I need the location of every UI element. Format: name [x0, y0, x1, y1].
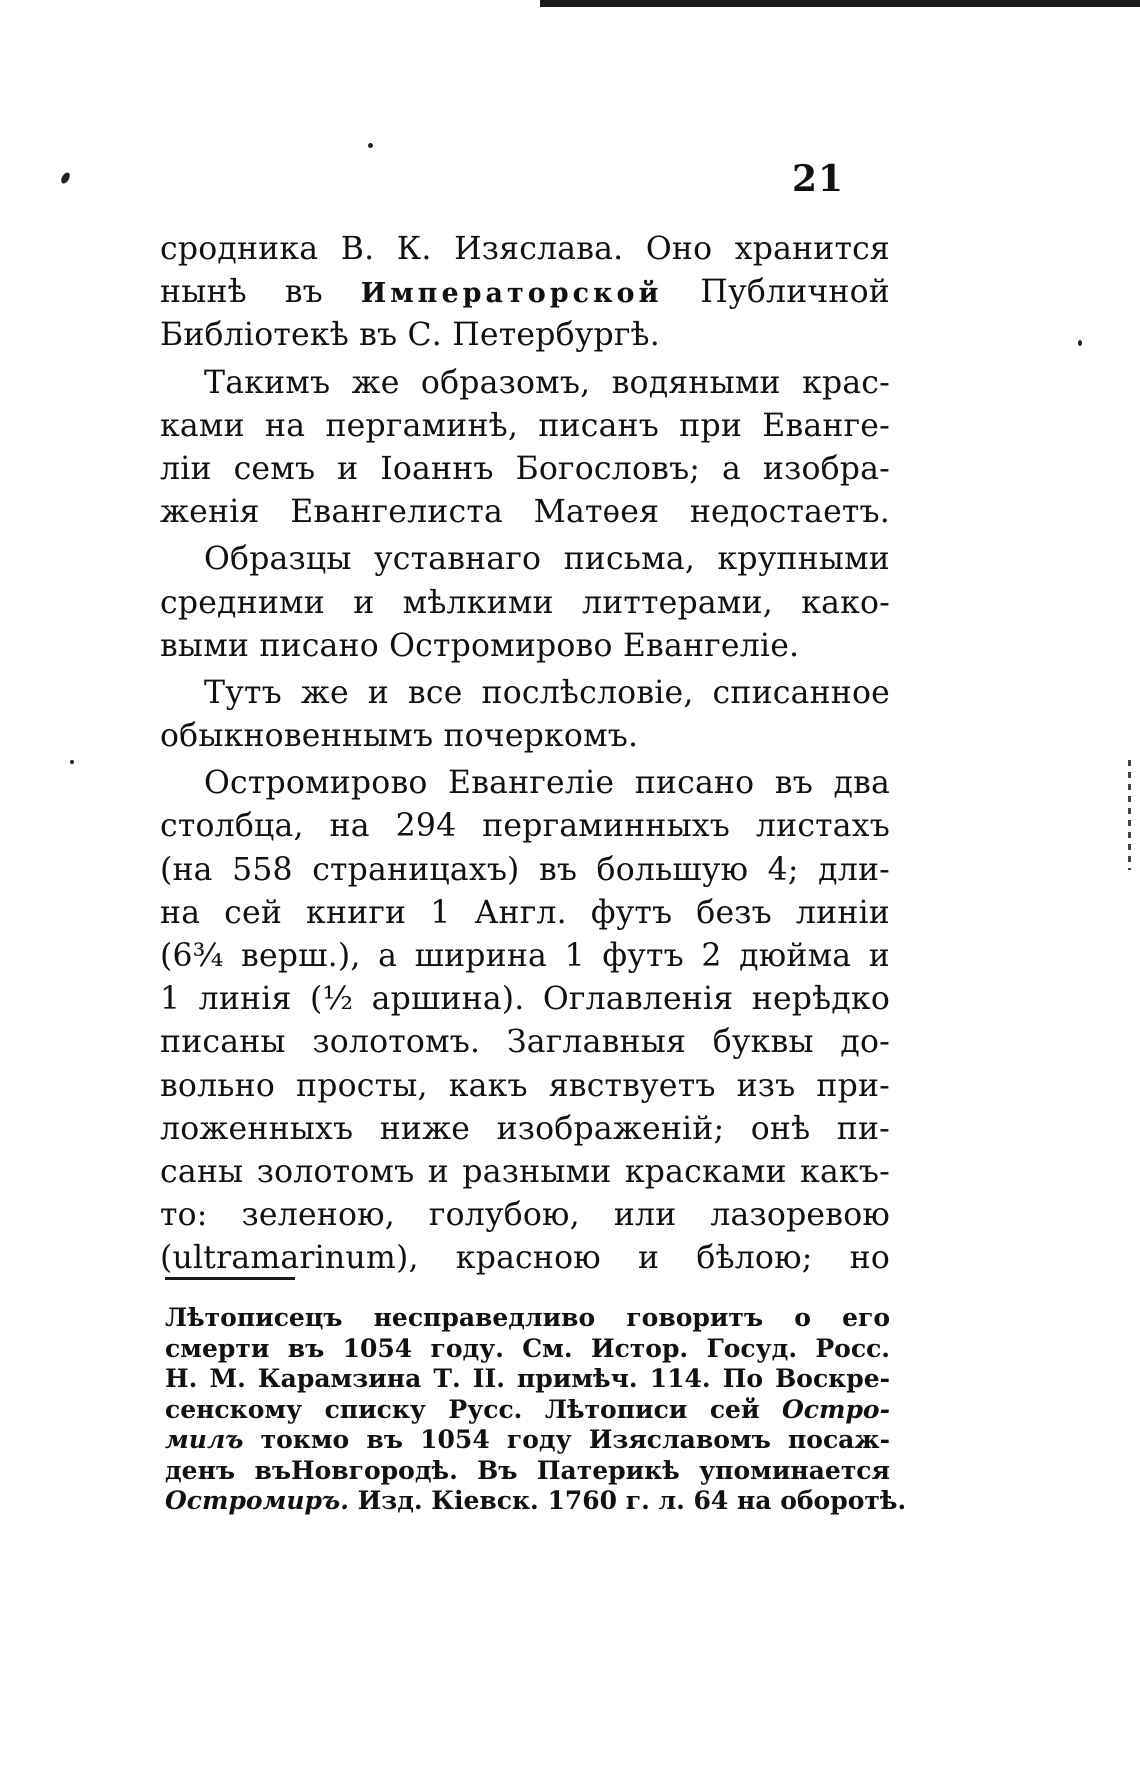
spaced-word: Императорской — [360, 278, 663, 310]
text-line: женія Евангелиста Матѳея недостаетъ. — [160, 494, 890, 531]
footnote — [165, 1303, 907, 1517]
text-line: столбца, на 294 пергаминныхъ листахъ — [160, 808, 890, 845]
ink-speck — [59, 171, 71, 185]
text-line: средними и мѣлкими литтерами, како- — [160, 584, 890, 621]
text-line: саны золотомъ и разными красками какъ- — [160, 1153, 890, 1190]
text-line: (ultramarinum), красною и бѣлою; но — [160, 1240, 890, 1277]
footnote-line: денъ въНовгородѣ. Въ Патерикѣ упоминается — [165, 1455, 890, 1485]
footnote-line — [165, 1395, 890, 1426]
footnote-line — [165, 1425, 890, 1456]
text-line: на сей книги 1 Англ. футъ безъ линіи — [160, 894, 890, 931]
ink-speck — [1078, 340, 1082, 346]
page-number: 21 — [792, 158, 845, 200]
text-line: Библіотекѣ въ С. Петербургѣ. — [160, 317, 660, 354]
text-line: ками на пергаминѣ, писанъ при Еванге- — [160, 407, 890, 444]
text-span: Публичной — [662, 274, 890, 311]
text-line: Образцы уставнаго письма, крупными — [204, 541, 890, 578]
text-line: (6¾ верш.), а ширина 1 футъ 2 дюйма и — [160, 938, 890, 974]
text-line: ліи семъ и Іоаннъ Богословъ; а изобра- — [160, 450, 890, 487]
text-line: сродника В. К. Изяслава. Оно хранится — [160, 231, 890, 267]
footnote-line: Лѣтописецъ несправедливо говоритъ о его — [165, 1303, 890, 1332]
text-span: токмо въ 1054 году Изяславомъ посаж- — [243, 1425, 890, 1454]
text-span: нынѣ въ — [160, 274, 361, 311]
italic-word: милъ — [165, 1425, 244, 1454]
text-line: писаны золотомъ. Заглавныя буквы до- — [160, 1024, 890, 1061]
text-line — [160, 271, 890, 314]
ink-speck — [70, 760, 74, 764]
page-edge-mark — [1128, 760, 1131, 870]
italic-word: Остро- — [782, 1394, 890, 1424]
text-line: то: зеленою, голубою, или лазоревою — [160, 1197, 890, 1234]
footnote-line: смерти въ 1054 году. См. Истор. Госуд. Росс. — [165, 1333, 890, 1363]
text-line: обыкновеннымъ почеркомъ. — [160, 718, 639, 755]
text-span: сенскому списку Русс. Лѣтописи сей — [165, 1394, 760, 1424]
text-line: 1 линія (½ аршина). Оглавленія нерѣдко — [160, 981, 890, 1018]
main-text — [160, 228, 890, 1281]
text-line: Тутъ же и все послѣсловіе, списанное — [204, 674, 890, 711]
page-top-edge — [540, 0, 1140, 7]
text-line: Такимъ же образомъ, водяными крас- — [204, 364, 890, 401]
text-line: (на 558 страницахъ) въ большую 4; дли- — [160, 851, 890, 888]
text-line: ложенныхъ ниже изображеній; онѣ пи- — [160, 1110, 890, 1147]
footnote-line — [165, 1486, 907, 1517]
text-line: Остромирово Евангеліе писано въ два — [204, 765, 890, 802]
text-span: Изд. Кіевск. 1760 г. л. 64 на оборотѣ. — [348, 1486, 907, 1515]
italic-word: Остромиръ. — [165, 1486, 349, 1515]
text-line: выми писано Остромирово Евангеліе. — [160, 627, 800, 664]
footnote-line: Н. М. Карамзина Т. II. примѣч. 114. По Воскре- — [165, 1364, 890, 1393]
ink-speck — [368, 143, 373, 148]
text-line: вольно просты, какъ явствуетъ изъ при- — [160, 1067, 890, 1104]
footnote-rule — [165, 1277, 295, 1280]
